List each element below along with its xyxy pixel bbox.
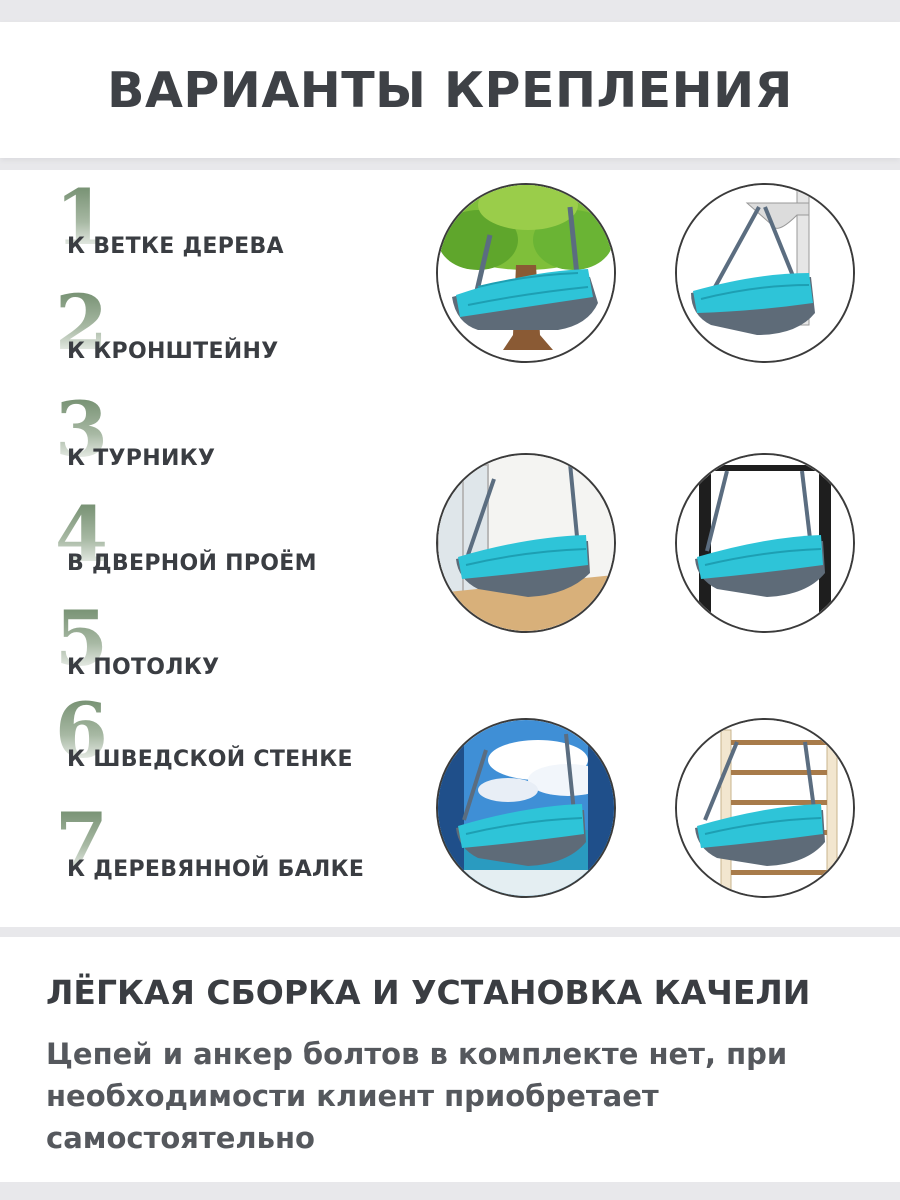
- option-number: 3: [55, 385, 108, 474]
- option-label: К ВЕТКЕ ДЕРЕВА: [67, 234, 284, 259]
- option-wall-bars: [55, 686, 435, 788]
- option-number: 1: [55, 173, 108, 262]
- option-label: К ШВЕДСКОЙ СТЕНКЕ: [67, 747, 353, 772]
- option-ceiling: [55, 594, 435, 696]
- pullup-bar-mount-image: [675, 453, 855, 633]
- option-bracket: [55, 278, 435, 380]
- option-wooden-beam: [55, 796, 435, 898]
- sea-view-mount-image: [436, 718, 616, 898]
- option-label: К ДЕРЕВЯННОЙ БАЛКЕ: [67, 857, 365, 882]
- bracket-mount-image: [675, 183, 855, 363]
- page-title: ВАРИАНТЫ КРЕПЛЕНИЯ: [107, 61, 793, 119]
- tree-mount-image: [436, 183, 616, 363]
- option-number: 7: [55, 796, 108, 885]
- doorway-mount-image: [436, 453, 616, 633]
- wall-bars-mount-image: [675, 718, 855, 898]
- option-number: 5: [55, 594, 108, 683]
- option-label: К ПОТОЛКУ: [67, 655, 220, 680]
- assembly-heading: ЛЁГКАЯ СБОРКА И УСТАНОВКА КАЧЕЛИ: [46, 973, 811, 1012]
- option-tree-branch: [55, 173, 435, 275]
- option-number: 4: [55, 490, 108, 579]
- option-number: 2: [55, 278, 108, 367]
- option-label: В ДВЕРНОЙ ПРОЁМ: [67, 551, 317, 576]
- option-pullup-bar: [55, 385, 435, 487]
- header-bar: [0, 22, 900, 158]
- option-doorway: [55, 490, 435, 592]
- option-number: 6: [55, 686, 108, 775]
- assembly-note: Цепей и анкер болтов в комплекте нет, при необходимости клиент приобретает самостоятельно: [46, 1037, 788, 1155]
- option-label: К ТУРНИКУ: [67, 446, 216, 471]
- option-label: К КРОНШТЕЙНУ: [67, 339, 279, 364]
- footer-panel: [0, 937, 900, 1182]
- mounting-options-panel: [0, 170, 900, 927]
